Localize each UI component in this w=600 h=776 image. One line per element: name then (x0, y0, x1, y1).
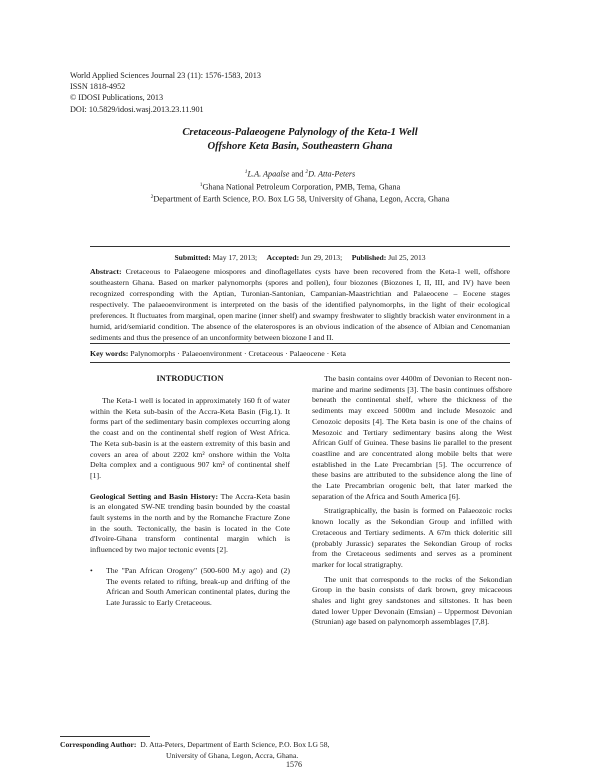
abstract-label: Abstract: (90, 267, 122, 276)
corresponding-author-label: Corresponding Author: (60, 740, 137, 749)
sekondian-paragraph: The unit that corresponds to the rocks of the Sekondian Group in the basin consists of dark brown, grey micaceous shales and light grey sandstones and siltstones. It has been dated lower Upper Devonain (Emsian) – Uppermost Devonian (Strunian) age based on palynomorph assemblages [7,8]. (312, 574, 512, 627)
author-block (60, 167, 540, 205)
left-column (90, 396, 290, 609)
author-1: L.A. Apaalse (247, 169, 290, 179)
corresponding-author: Corresponding Author: D. Atta-Peters, Department of Earth Science, P.O. Box LG 58, University of Ghana, Legon, Accra, Ghana. (60, 740, 330, 760)
copyright: © IDOSI Publications, 2013 (70, 93, 164, 103)
author-names: $^1$L.A. Apaalse and $^2$D. Atta-Peters (244, 169, 356, 179)
author-2: D. Atta-Peters (308, 169, 356, 179)
basin-paragraph: The basin contains over 4400m of Devonian to Recent non-marine and marine sediments [3]. The basin continues offshore beneath the continental shelf, where the thickness of the sediments may exceed 5000m and include Mesozoic and Cenozoic deposits [4]. The Keta basin is one of the chains of Mesozoic and Tertiary sedimentary basins along the West African Gulf of Guinea. These basins lie parallel to the present coastline and are concentrated along mobile belts that were established in the Late Precambrian [5]. The occurrence of these basins are attributed to the subsidence along the line of the Late Precambrian orogenic belt, that later marked the separation of the Africa and South America [6]. (312, 374, 512, 501)
intro-paragraph: The Keta-1 well is located in approximately 160 ft of water within the Keta sub-basin of the Accra-Keta Basin (Fig.1). It forms part of the sedimentary basin complexes occurring along the coast and on the continental shelf region of West Africa. The Keta sub-basin is at the eastern extremity of this basin and covers an area of about 2202 km² onshore within the Volta Delta complex and a contiguous 907 km² of continental shelf [1]. (90, 396, 290, 480)
keywords (90, 349, 346, 358)
issn: ISSN 1818-4952 (70, 82, 126, 92)
affiliation-1: $^1$Ghana National Petroleum Corporation, PMB, Tema, Ghana (199, 181, 401, 192)
bullet-item: • The "Pan African Orogeny" (500-600 M.y ago) and (2) The events related to rifting, break-up and drifting of the African and South American continental plates, during the Late Jurassic to Early Cretaceous. (90, 565, 290, 607)
footnote-rule (60, 736, 150, 737)
divider-top (90, 246, 510, 247)
geology-paragraph: Geological Setting and Basin History: The Accra-Keta basin is an elongated SW-NE trending basin bounded by the coastal fault systems in the north and by the Romanche Fracture Zone in the south. Tectonically, the basin is located in the Cote d'Ivoire-Ghana transform continental margin which is influenced by two major tectonic events [2]. (90, 491, 290, 555)
page-number: 1576 (286, 760, 302, 769)
affiliation-2: $^2$Department of Earth Science, P.O. Box LG 58, University of Ghana, Legon, Accra, Ghana (150, 194, 450, 205)
journal-citation: World Applied Sciences Journal 23 (11): 1576-1583, 2013 (70, 71, 261, 80)
doi: DOI: 10.5829/idosi.wasj.2013.23.11.901 (70, 104, 204, 114)
journal-header (70, 70, 261, 115)
stratigraphy-paragraph: Stratigraphically, the basin is formed on Palaeozoic rocks known locally as the Sekondian Group and infilled with Cretaceous and Tertiary sediments. A 67m thick doleritic sill (probably Jurassic) separates the Sekondian Group of rocks from the Cretaceous sediments and serves as a prominent marker for local stratigraphy. (312, 506, 512, 569)
section-title-introduction: INTRODUCTION (156, 374, 224, 383)
geology-label: Geological Setting and Basin History: (90, 491, 219, 501)
abstract-text: Cretaceous to Palaeogene miospores and dinoflagellates cysts have been recovered from the Keta-1 well, offshore southeastern Ghana. Based on marker palynomorphs (spores and pollen), four biozones (Biozones I, II, III, and IV) have been recognized corresponding with the Aptian, Turonian-Santonian, Campanian-Maastrichtian and Palaeocene – Eocene stages respectively. The palaeoenvironment is interpreted on the basis of the identified palynomorphs, in the light of their ecological preferences. It fluctuates from marginal, open marine (inner shelf) and swampy freshwater to slightly brackish water environment in a humid, arid/semiarid condition. The absence of the elaterospores is an obvious indication of the absence of Albian and Cenomanian sediments and thus the presence of an unconformity between biozone I and II. (90, 267, 510, 342)
keywords-label: Key words: (90, 349, 129, 358)
bullet-icon: • (90, 565, 93, 575)
title-line-2: Offshore Keta Basin, Southeastern Ghana (207, 141, 393, 152)
abstract (90, 266, 510, 343)
keywords-list: Palynomorphs · Palaeoenvironment · Cretaceous · Palaeocene · Keta (130, 349, 346, 358)
publication-dates: Submitted: May 17, 2013; Accepted: Jun 29, 2013; Published: Jul 25, 2013 (174, 253, 426, 262)
divider-bottom (90, 362, 510, 363)
right-column (312, 374, 512, 628)
paper-title (60, 126, 540, 154)
title-line-1: Cretaceous-Palaeogene Palynology of the Keta-1 Well (182, 127, 418, 138)
divider-middle (90, 343, 510, 344)
